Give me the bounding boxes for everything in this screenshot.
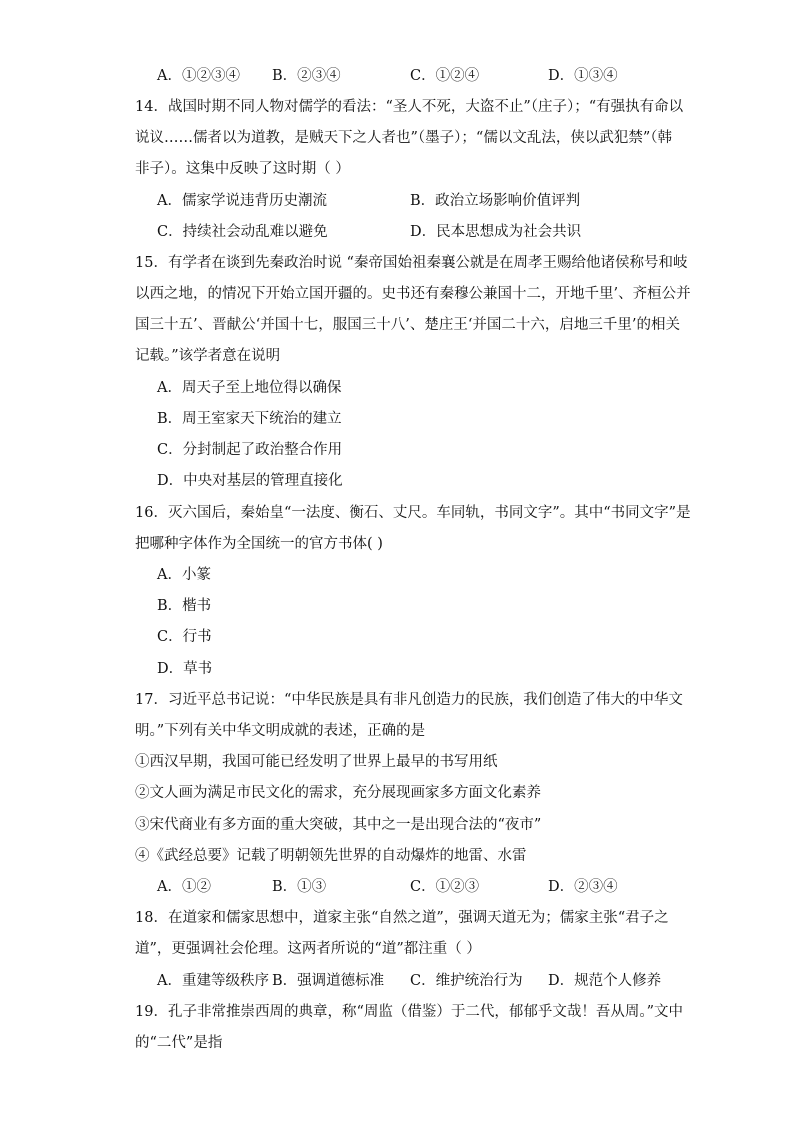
q17-statement-2: ②文人画为满足市民文化的需求，充分展现画家多方面文化素养 [135, 785, 541, 801]
q16-option-d[interactable]: D．草书 [157, 661, 213, 677]
q15-stem-line-2: 以西之地，的情况下开始立国开疆的。史书还有秦穆公兼国十二，开地千里’、齐桓公并 [135, 286, 691, 302]
q15-option-d[interactable]: D．中央对基层的管理直接化 [157, 473, 343, 489]
q13-option-c[interactable]: C．①②④ [410, 68, 480, 84]
q18-option-d[interactable]: D．规范个人修养 [548, 973, 662, 989]
q18-option-b[interactable]: B．强调道德标准 [272, 973, 385, 989]
q14-stem-line-1: 14．战国时期不同人物对儒学的看法：“圣人不死，大盗不止”（庄子）；“有强执有命以 [135, 99, 684, 115]
q16-option-c[interactable]: C．行书 [157, 629, 212, 645]
q17-stem-line-2: 明。”下列有关中华文明成就的表述，正确的是 [135, 723, 426, 739]
q18-stem-line-1: 18．在道家和儒家思想中，道家主张“自然之道”，强调天道无为；儒家主张“君子之 [135, 910, 669, 926]
q19-stem-line-1: 19．孔子非常推崇西周的典章，称“周监（借鉴）于二代，郁郁乎文哉！吾从周。”文中 [135, 1004, 684, 1020]
q16-stem-line-2: 把哪种字体作为全国统一的官方书体( ) [135, 536, 383, 552]
q14-option-b[interactable]: B．政治立场影响价值评判 [410, 193, 581, 209]
q16-stem-line-1: 16．灭六国后，秦始皇“一法度、衡石、丈尺。车同轨，书同文字”。其中“书同文字”是 [135, 505, 691, 521]
q15-stem-line-3: 国三十五’、晋献公‘并国十七，服国三十八’、楚庄王‘并国二十六，启地三千里’的相关 [135, 317, 681, 333]
q13-option-b[interactable]: B．②③④ [272, 68, 341, 84]
q13-option-a[interactable]: A．①②③④ [157, 68, 240, 84]
q14-stem-line-3: 非子）。这集中反映了这时期（ ） [135, 161, 350, 177]
q17-statement-4: ④《武经总要》记载了明朝领先世界的自动爆炸的地雷、水雷 [135, 848, 527, 864]
q16-option-a[interactable]: A．小篆 [157, 567, 211, 583]
q18-stem-line-2: 道”，更强调社会伦理。这两者所说的“道”都注重（ ） [135, 941, 481, 957]
q17-option-b[interactable]: B．①③ [272, 879, 327, 895]
q16-option-b[interactable]: B．楷书 [157, 598, 212, 614]
q15-stem-line-1: 15．有学者在谈到先秦政治时说 “秦帝国始祖秦襄公就是在周孝王赐给他诸侯称号和岐 [135, 255, 688, 271]
q17-option-a[interactable]: A．①② [157, 879, 211, 895]
q14-stem-line-2: 说议……儒者以为道教，是贼天下之人者也”（墨子）；“儒以文乱法，侠以武犯禁”（韩 [135, 130, 672, 146]
q19-stem-line-2: 的“二代”是指 [135, 1035, 223, 1051]
q17-statement-3: ③宋代商业有多方面的重大突破，其中之一是出现合法的“夜市” [135, 817, 542, 833]
q13-option-d[interactable]: D．①③④ [548, 68, 618, 84]
q15-option-b[interactable]: B．周王室家天下统治的建立 [157, 411, 342, 427]
q17-option-d[interactable]: D．②③④ [548, 879, 618, 895]
q15-option-c[interactable]: C．分封制起了政治整合作用 [157, 442, 343, 458]
q14-option-c[interactable]: C．持续社会动乱难以避免 [157, 224, 328, 240]
q17-statement-1: ①西汉早期，我国可能已经发明了世界上最早的书写用纸 [135, 754, 498, 770]
q17-stem-line-1: 17．习近平总书记说：“中华民族是具有非凡创造力的民族，我们创造了伟大的中华文 [135, 692, 683, 708]
q14-option-a[interactable]: A．儒家学说违背历史潮流 [157, 193, 327, 209]
q15-stem-line-4: 记载。”该学者意在说明 [135, 348, 281, 364]
q18-option-c[interactable]: C．维护统治行为 [410, 973, 523, 989]
q15-option-a[interactable]: A．周天子至上地位得以确保 [157, 380, 342, 396]
q18-option-a[interactable]: A．重建等级秩序 [157, 973, 269, 989]
q17-option-c[interactable]: C．①②③ [410, 879, 480, 895]
q14-option-d[interactable]: D．民本思想成为社会共识 [410, 224, 582, 240]
